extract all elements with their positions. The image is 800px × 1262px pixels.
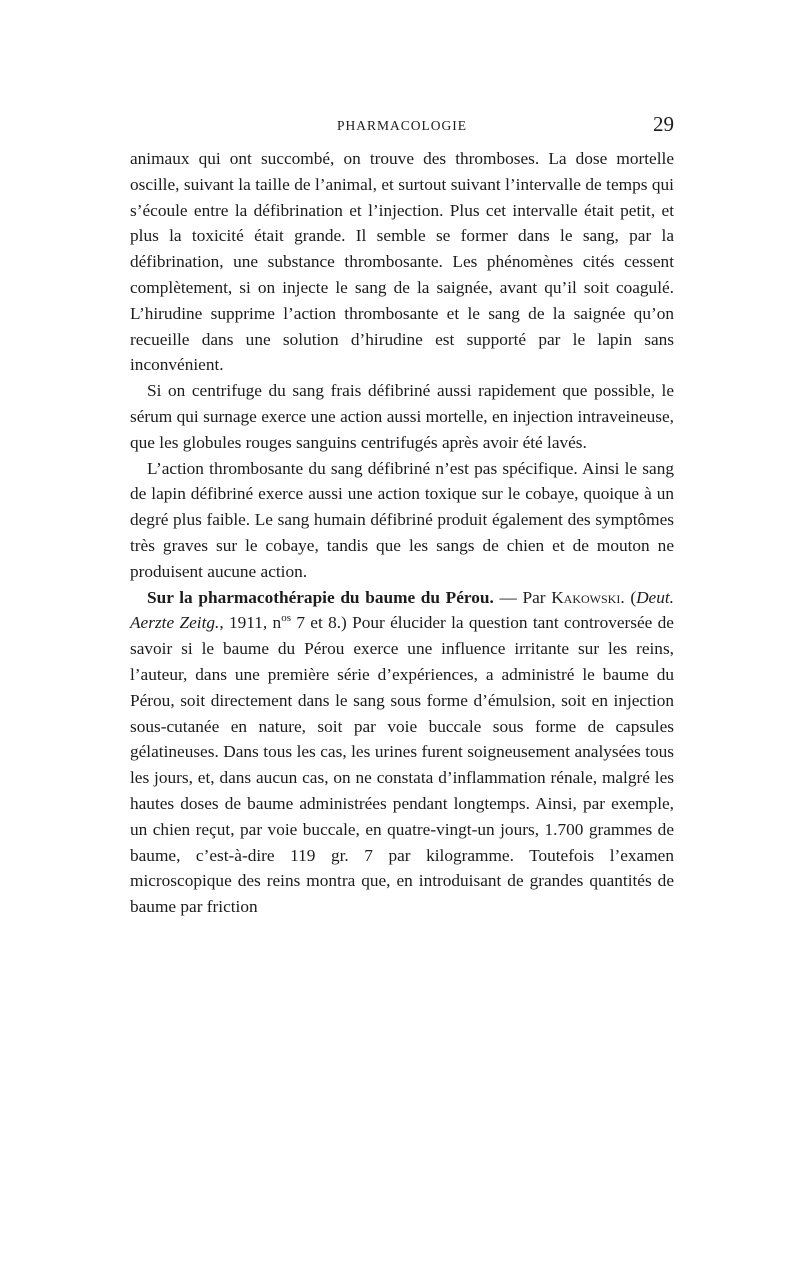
article-body: Pour élucider la question tant controversée de savoir si le baume du Pérou exerce une influence irritante sur les reins, l’auteur, dans une première série d’expériences, a administré le baume du Pérou, soit directement dans le sang sous forme d’émulsion, soit en injection sous-cutanée en nature, soit par voie buccale sous forme de capsules gélatineuses. Dans tous les cas, les urines furent soigneusement analysées tous les jours, et, dans aucun cas, on ne constata d’inflammation rénale, malgré les hautes doses de baume administrées pendant longtemps. Ainsi, par exemple, un chien reçut, par voie buccale, en quatre-vingt-un jours, 1.700 grammes de baume, c’est-à-dire 119 gr. 7 par kilogramme. Toutefois l’examen microscopique des reins montra que, en introduisant de grandes quantités de baume par friction [130,613,674,917]
running-head [130,112,674,146]
running-title: PHARMACOLOGIE [336,118,467,133]
article-by: Par [522,587,546,607]
book-page [130,112,674,920]
page-number: 29 [653,112,674,136]
article-author: Kakowski. [551,587,625,607]
source-numbers: 7 et 8.) [290,613,347,633]
source-journal: Deut. Aerzte Zeitg. [130,587,674,633]
paragraph-continued: animaux qui ont succombé, on trouve des thromboses. La dose mortelle oscille, suivant la taille de l’animal, et surtout suivant l’intervalle de temps qui s’écoule entre la défibrination et l’injection. Plus cet intervalle était petit, et plus la toxicité était grande. Il semble se former dans le sang, par la défibrination, une substance thrombosante. Les phénomènes cités cessent complètement, si on injecte le sang de la saignée, avant qu’il soit coagulé. L’hirudine supprime l’action thrombosante et le sang de la saignée qu’on recueille dans une solution d’hirudine est supporté par le lapin sans inconvénient. [130,149,674,375]
article-paragraph: Sur la pharmacothérapie du baume du Pérou. — Par Kakowski. (Deut. Aerzte Zeitg., 1911, $n^{os}$ 7 et 8.) Pour élucider la question tant controversée de savoir si le baume du Pérou exerce une influence irritante sur les reins, l’auteur, dans une première série d’expériences, a administré le baume du Pérou, soit directement dans le sang sous forme d’émulsion, soit en injection sous-cutanée en nature, soit par voie buccale sous forme de capsules gélatineuses. Dans tous les cas, les urines furent soigneusement analysées tous les jours, et, dans aucun cas, on ne constata d’inflammation rénale, malgré les hautes doses de baume administrées pendant longtemps. Ainsi, par exemple, un chien reçut, par voie buccale, en quatre-vingt-un jours, 1.700 grammes de baume, c’est-à-dire 119 gr. 7 par kilogramme. Toutefois l’examen microscopique des reins montra que, en introduisant de grandes quantités de baume par friction [130,587,674,917]
paragraph-centrifuge: Si on centrifuge du sang frais défibriné aussi rapidement que possible, le sérum qui surnage exerce une action aussi mortelle, en injection intraveineuse, que les globules rouges sanguins centrifugés après avoir été lavés. [130,381,674,452]
source-superscript: os [281,612,291,625]
body-text [130,146,674,920]
article-dash: — [499,587,517,607]
paragraph-specificity: L’action thrombosante du sang défibriné n’est pas spécifique. Ainsi le sang de lapin défibriné exerce aussi une action toxique sur le cobaye, quoique à un degré plus faible. Le sang humain défibriné produit également des symptômes très graves sur le cobaye, tandis que les sangs de chien et de mouton ne produisent aucune action. [130,458,674,581]
source-year: , 1911, n [219,613,282,633]
article-title: Sur la pharmacothérapie du baume du Pérou. [147,587,494,607]
